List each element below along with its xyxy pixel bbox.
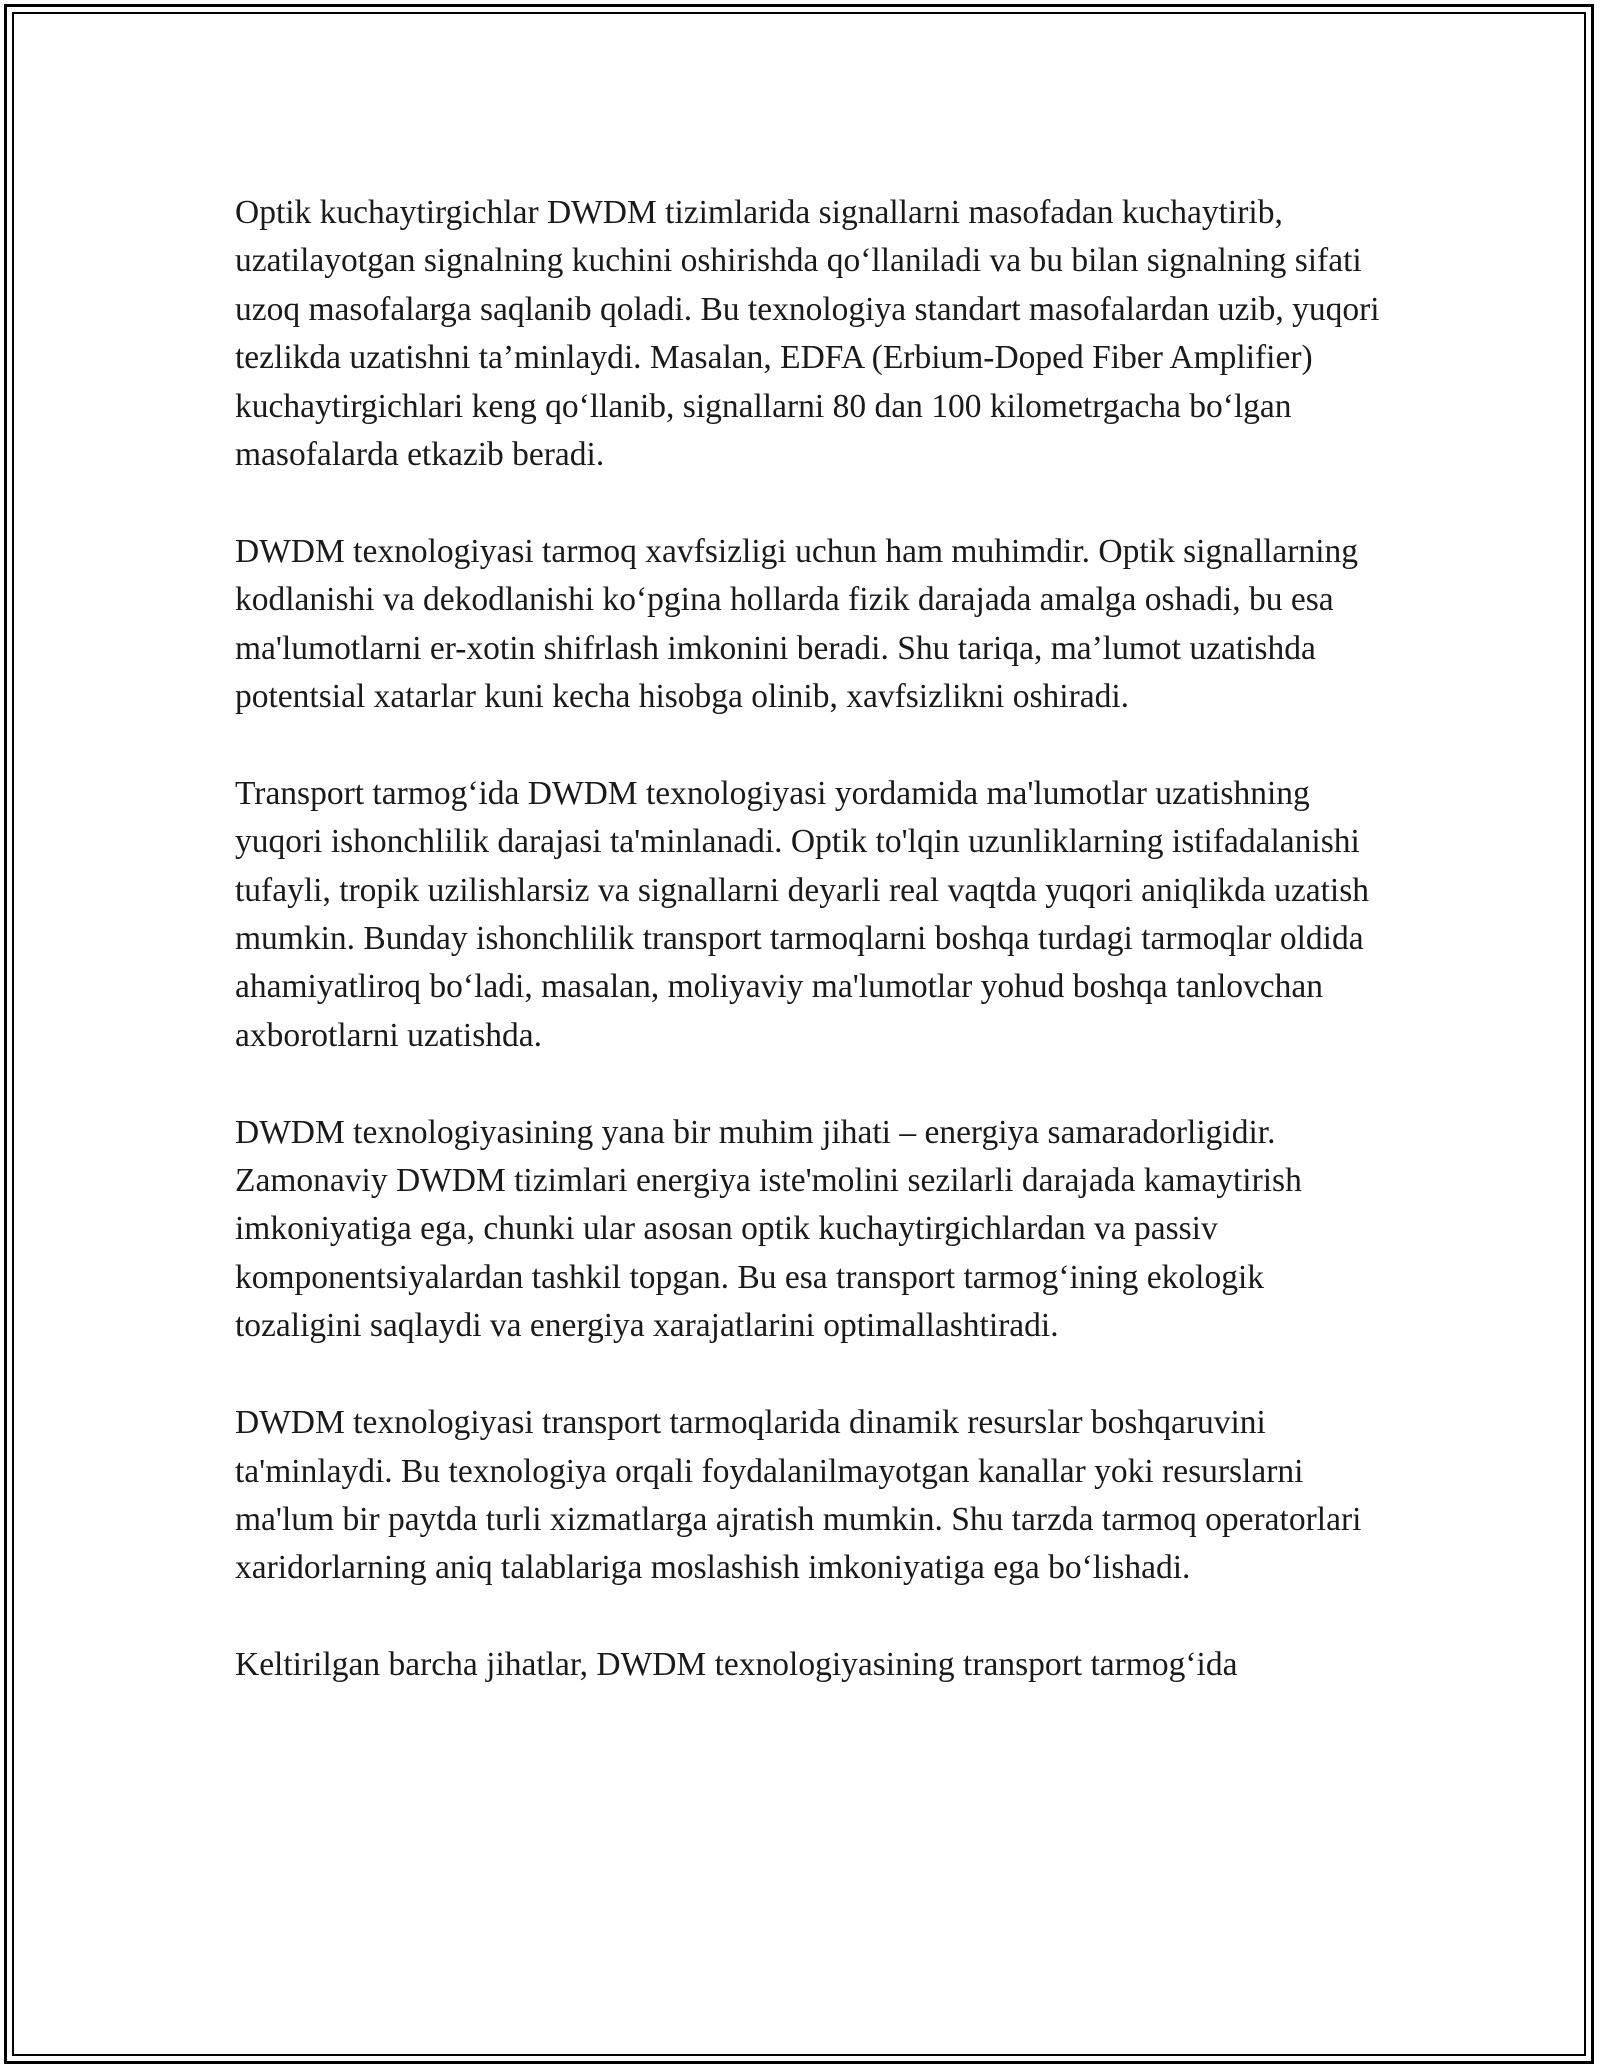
document-body	[235, 189, 1385, 1738]
paragraph-energy-efficiency: DWDM texnologiyasining yana bir muhim jihati – energiya samaradorligidir. Zamonaviy DWDM tizimlari energiya iste'molini sezilarli darajada kamaytirish imkoniyatiga ega, chunki ular asosan optik kuchaytirgichlardan va passiv komponentsiyalardan tashkil topgan. Bu esa transport tarmog‘ining ekologik tozaligini saqlaydi va energiya xarajatlarini optimallashtiradi.	[235, 1113, 1302, 1345]
paragraph-optical-amplifiers: Optik kuchaytirgichlar DWDM tizimlarida signallarni masofadan kuchaytirib, uzatilayotgan signalning kuchini oshirishda qo‘llaniladi va bu bilan signalning sifati uzoq masofalarga saqlanib qoladi. Bu texnologiya standart masofalardan uzib, yuqori tezlikda uzatishni ta’minlaydi. Masalan, EDFA (Erbium-Doped Fiber Amplifier) kuchaytirgichlari keng qo‘llanib, signallarni 80 dan 100 kilometrgacha bo‘lgan masofalarda etkazib beradi.	[235, 194, 1380, 474]
paragraph-dynamic-resources: DWDM texnologiyasi transport tarmoqlarida dinamik resurslar boshqaruvini ta'minlaydi. Bu texnologiya orqali foydalanilmayotgan kanallar yoki resurslarni ma'lum bir paytda turli xizmatlarga ajratish mumkin. Shu tarzda tarmoq operatorlari xaridorlarning aniq talablariga moslashish imkoniyatiga ega bo‘lishadi.	[235, 1404, 1362, 1587]
paragraph-network-security: DWDM texnologiyasi tarmoq xavfsizligi uchun ham muhimdir. Optik signallarning kodlanishi va dekodlanishi ko‘pgina hollarda fizik darajada amalga oshadi, bu esa ma'lumotlarni er-xotin shifrlash imkonini beradi. Shu tariqa, ma’lumot uzatishda potentsial xatarlar kuni kecha hisobga olinib, xavfsizlikni oshiradi.	[235, 532, 1359, 716]
paragraph-reliability: Transport tarmog‘ida DWDM texnologiyasi yordamida ma'lumotlar uzatishning yuqori ishonchlilik darajasi ta'minlanadi. Optik to'lqin uzunliklarning istifadalanishi tufayli, tropik uzilishlarsiz va signallarni deyarli real vaqtda yuqori aniqlikda uzatish mumkin. Bunday ishonchlilik transport tarmoqlarni boshqa turdagi tarmoqlar oldida ahamiyatliroq bo‘ladi, masalan, moliyaviy ma'lumotlar yohud boshqa tanlovchan axborotlarni uzatishda.	[235, 774, 1370, 1054]
paragraph-conclusion: Keltirilgan barcha jihatlar, DWDM texnologiyasining transport tarmog‘ida	[235, 1646, 1238, 1684]
